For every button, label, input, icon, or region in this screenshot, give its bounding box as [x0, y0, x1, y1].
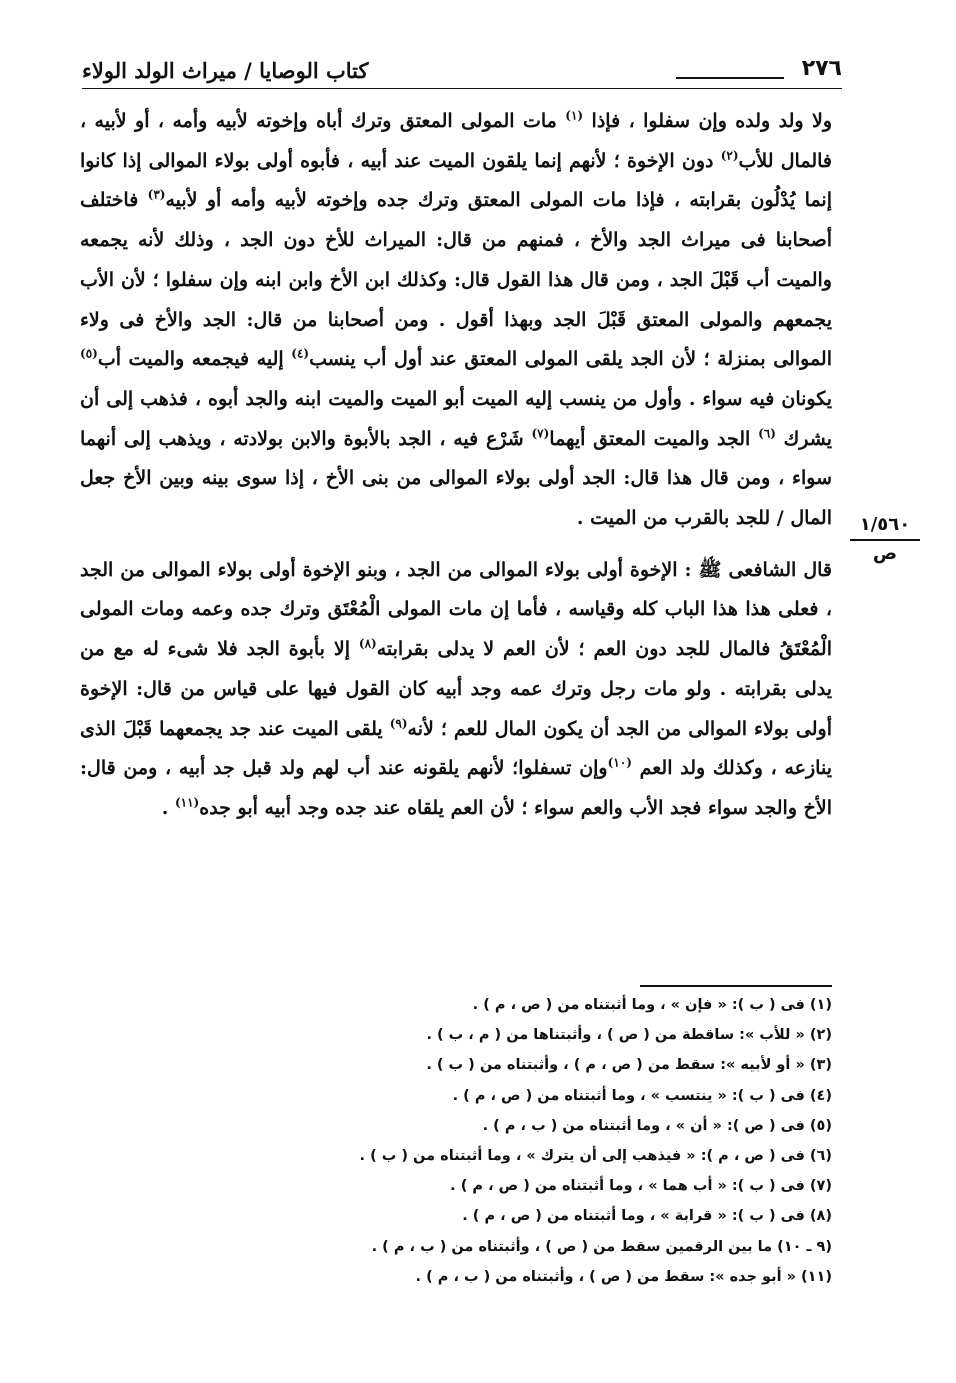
margin-folio-note: [850, 514, 920, 564]
text-run: إلا بأبوة الجد فلا شىء له مع من يدلى بقرابته . ولو مات رجل وترك عمه وجد أبيه كان القول فيها على قياس من قال: الإخوة أولى بولاء الموالى من الجد أن يكون المال للعم ؛ لأنه: [80, 638, 832, 740]
text-run: وإن تسفلوا؛ لأنهم يلقونه عند أب لهم ولد قبل جد أبيه ، ومن قال: الأخ والجد سواء فجد الأب والعم سواء ؛ لأن العم يلقاه عند جده وجد أبيه أبو جده: [80, 757, 832, 819]
text-run: دون الإخوة ؛ لأنهم إنما يلقون الميت عند أبيه ، فأبوه أولى بولاء الموالى إذا كانوا إنما يُدْلُون بقرابته ، فإذا مات المولى المعتق وترك جده وإخوته لأبيه وأمه أو لأبيه: [80, 149, 832, 212]
text-run: يلقى الميت عند جد يجمعهما قَبْلَ الذى ينازعه ، وكذلك ولد العم: [80, 717, 832, 780]
footnote-marker: (٩): [389, 716, 408, 731]
footnote-marker: (٧): [531, 426, 550, 441]
footnote-marker: (٨): [358, 636, 377, 651]
paragraph: [80, 551, 832, 829]
text-run: شَرْع فيه ، الجد بالأبوة والابن بولادته ، ويذهب إلى أنهما سواء ، ومن قال هذا قال: الجد أولى بولاء الموالى من بنى الأخ ، إذا سوى بينه وبين الأخ جعل المال / للجد بالقرب من الميت .: [80, 427, 832, 530]
running-header: [82, 50, 842, 90]
text-run: فاختلف أصحابنا فى ميراث الجد والأخ ، فمنهم من قال: الميراث للأخ دون الجد ، وذلك لأنه يجمعه والميت أب قَبْلَ الجد ، ومن قال هذا القول قال: وكذلك ابن الأخ وابن ابنه وإن سفلوا ؛ لأن الأب يجمعهم والمولى المعتق قَبْلَ الجد وبهذا أقول . ومن أصحابنا من قال: الجد والأخ فى ولاء الموالى بمنزلة ؛ لأن الجد يلقى المولى المعتق عند أول أب ينسب: [80, 189, 832, 371]
footnote: (٣) « أو لأبيه »: سقط من ( ص ، م ) ، وأثبتناه من ( ب ) .: [426, 1057, 832, 1074]
footnotes: [300, 990, 832, 1292]
footnote: (٢) « للأب »: ساقطة من ( ص ) ، وأثبتناها من ( م ، ب ) .: [426, 1027, 832, 1044]
margin-folio-side: ص: [872, 543, 898, 564]
footnote-marker: (١): [565, 108, 584, 123]
text-run: .: [161, 796, 175, 819]
footnote-separator: [640, 985, 832, 987]
footnote-marker: (١١): [174, 795, 200, 810]
footnote: (١١) « أبو جده »: سقط من ( ص ) ، وأثبتناه من ( ب ، م ) .: [415, 1268, 832, 1285]
text-run: الجد والميت المعتق أيهما: [549, 427, 759, 450]
footnote: (٤) فى ( ب ): « ينتسب » ، وما أثبتناه من ( ص ، م ) .: [452, 1087, 832, 1104]
footnote-marker: (٦): [758, 426, 776, 441]
footnote-marker: (٥): [80, 346, 98, 361]
running-title: كتاب الوصايا / ميراث الولد الولاء: [82, 58, 369, 83]
footnote: (٨) فى ( ب ): « قرابة » ، وما أثبتناه من ( ص ، م ) .: [462, 1208, 832, 1225]
margin-folio-number: ١/٥٦٠: [859, 514, 911, 535]
text-run: قال الشافعى ﷺ : الإخوة أولى بولاء الموالى من الجد ، وبنو الإخوة أولى بولاء الموالى من الجد ، فعلى هذا هذا الباب كله وقياسه ، فأما إن مات المولى الْمُعْتَق وترك جده وعمه ومات المولى الْمُعْتَقُ فالمال للجد دون العم ؛ لأن العم لا يدلى بقرابته: [80, 558, 832, 661]
footnote: (٩ ـ ١٠) ما بين الرقمين سقط من ( ص ) ، وأثبتناه من ( ب ، م ) .: [371, 1238, 832, 1255]
footnote-marker: (٤): [291, 346, 310, 361]
body-text: [80, 102, 832, 829]
paragraph: [80, 102, 832, 539]
text-run: مات المولى المعتق وترك أباه وإخوته لأبيه وأمه ، أو لأبيه ، فالمال للأب: [80, 110, 832, 172]
footnote: (١) فى ( ب ): « فإن » ، وما أثبتناه من ( ص ، م ) .: [472, 997, 832, 1013]
header-underline: [82, 88, 842, 89]
text-run: يكونان فيه سواء . وأول من ينسب إليه الميت أبو الميت والميت ابنه والجد أبوه ، فذهب إلى أن يشرك: [80, 387, 833, 450]
text-run: ولا ولد ولده وإن سفلوا ، فإذا: [583, 110, 832, 132]
footnote-marker: (١٠): [607, 755, 632, 770]
footnote: (٧) فى ( ب ): « أب هما » ، وما أثبتناه من ( ص ، م ) .: [450, 1178, 832, 1195]
footnote: (٦) فى ( ص ، م ): « فيذهب إلى أن يترك » ، وما أثبتناه من ( ب ) .: [359, 1148, 832, 1165]
text-run: إليه فيجمعه والميت أب: [97, 348, 292, 371]
footnote-marker: (٢): [720, 148, 739, 163]
footnote: (٥) فى ( ص ): « أن » ، وما أثبتناه من ( ب ، م ) .: [482, 1117, 832, 1134]
margin-folio-rule: [850, 539, 920, 541]
footnote-marker: (٣): [147, 188, 166, 203]
page-number: ٢٧٦: [801, 56, 842, 81]
header-rule: [676, 77, 784, 79]
